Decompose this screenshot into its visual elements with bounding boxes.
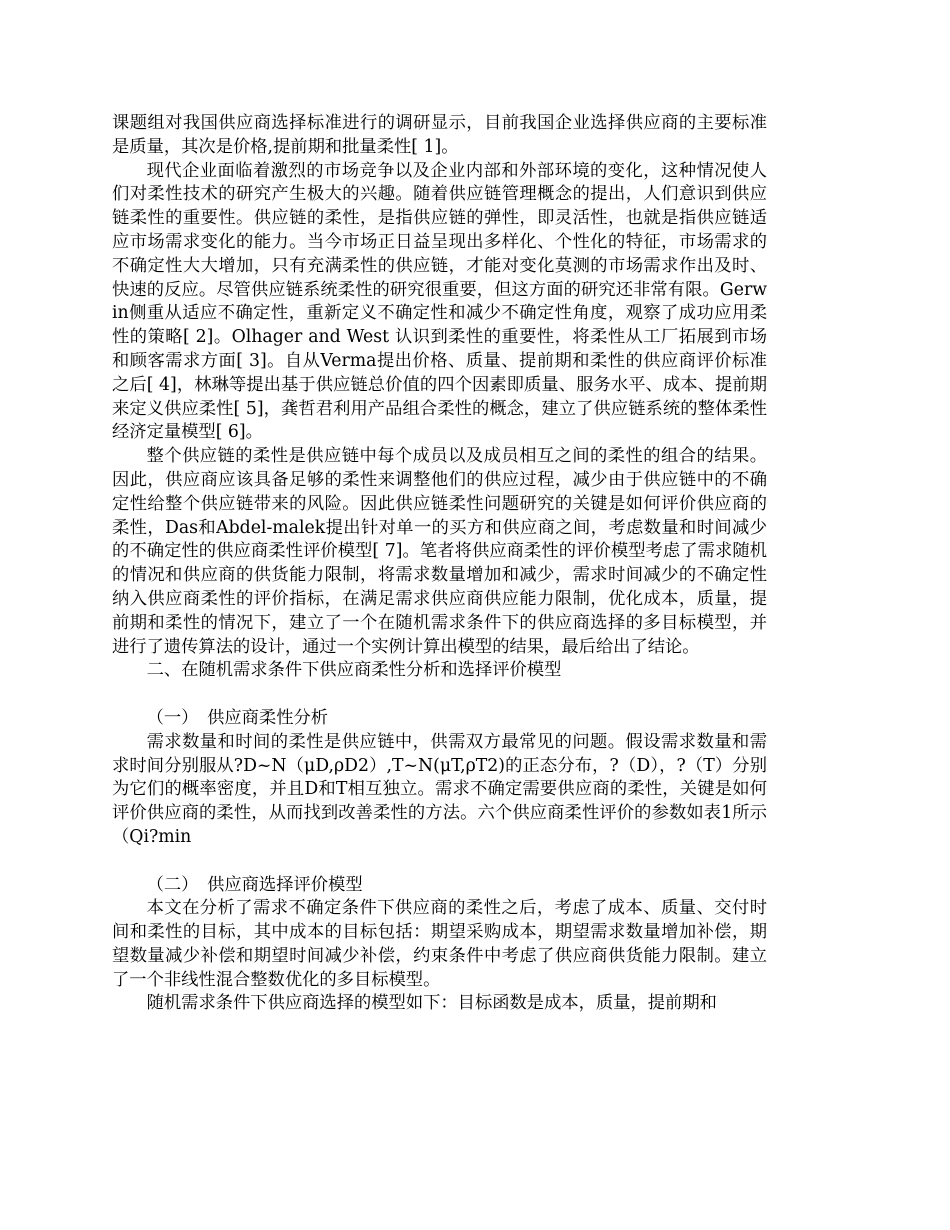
- paragraph-model-definition: 随机需求条件下供应商选择的模型如下：目标函数是成本，质量，提前期和: [146, 993, 717, 1014]
- paragraph-evaluation-model: 本文在分析了需求不确定条件下供应商的柔性之后，考虑了成本、质量、交付时间和柔性的目标，其中成本的目标包括：期望采购成本，期望需求数量增加补偿，期望数量减少补偿和期望时间减少补偿，约束条件中考虑了供应商供货能力限制。建立了一个非线性混合整数优化的多目标模型。: [112, 898, 767, 990]
- blank-line: [112, 850, 767, 874]
- paragraph-survey: 课题组对我国供应商选择标准进行的调研显示，目前我国企业选择供应商的主要标准是质量，其次是价格,提前期和批量柔性[ 1]。: [112, 113, 767, 157]
- paragraph-flexibility-background: 现代企业面临着激烈的市场竞争以及企业内部和外部环境的变化，这种情况使人们对柔性技术的研究产生极大的兴趣。随着供应链管理概念的提出，人们意识到供应链柔性的重要性。供应链的柔性，是指供应链的弹性，即灵活性，也就是指供应链适应市场需求变化的能力。当今市场正日益呈现出多样化、个性化的特征，市场需求的不确定性大大增加，只有充满柔性的供应链，才能对变化莫测的市场需求作出及时、快速的反应。尽管供应链系统柔性的研究很重要，但这方面的研究还非常有限。Gerwin侧重从适应不确定性，重新定义不确定性和减少不确定性角度，观察了成功应用柔性的策略[ 2]。Olhager and West 认识到柔性的重要性，将柔性从工厂拓展到市场和顾客需求方面[ 3]。自从Verma提出价格、质量、提前期和柔性的供应商评价标准之后[ 4]，林琳等提出基于供应链总价值的四个因素即质量、服务水平、成本、提前期来定义供应柔性[ 5]，龚哲君利用产品组合柔性的概念，建立了供应链系统的整体柔性经济定量模型[ 6]。: [112, 160, 767, 443]
- subsection-heading-2: （二） 供应商选择评价模型: [146, 874, 363, 895]
- subsection-heading-1: （一） 供应商柔性分析: [146, 707, 329, 728]
- paragraph-supply-chain-flexibility: 整个供应链的柔性是供应链中每个成员以及成员相互之间的柔性的组合的结果。因此，供应商应该具备足够的柔性来调整他们的供应过程，减少由于供应链中的不确定性给整个供应链带来的风险。因此供应链柔性问题研究的关键是如何评价供应商的柔性，Das和Abdel-malek提出针对单一的买方和供应商之间，考虑数量和时间减少的不确定性的供应商柔性评价模型[ 7]。笔者将供应商柔性的评价模型考虑了需求随机的情况和供应商的供货能力限制，将需求数量增加和减少，需求时间减少的不确定性纳入供应商柔性的评价指标，在满足需求供应商供应能力限制，优化成本，质量，提前期和柔性的情况下，建立了一个在随机需求条件下的供应商选择的多目标模型，并进行了遗传算法的设计，通过一个实例计算出模型的结果，最后给出了结论。: [112, 446, 767, 657]
- document-body: [112, 112, 767, 1016]
- paragraph-flexibility-analysis: 需求数量和时间的柔性是供应链中，供需双方最常见的问题。假设需求数量和需求时间分别服从?D~N（μD,ρD2）,T~N(μT,ρT2)的正态分布，?（D），?（T）分别为它们的概率密度，并且D和T相互独立。需求不确定需要供应商的柔性，关键是如何评价供应商的柔性，从而找到改善柔性的方法。六个供应商柔性评价的参数如表1所示（Qi?min: [112, 731, 767, 847]
- section-heading-2: 二、在随机需求条件下供应商柔性分析和选择评价模型: [146, 660, 562, 681]
- blank-line: [112, 683, 767, 707]
